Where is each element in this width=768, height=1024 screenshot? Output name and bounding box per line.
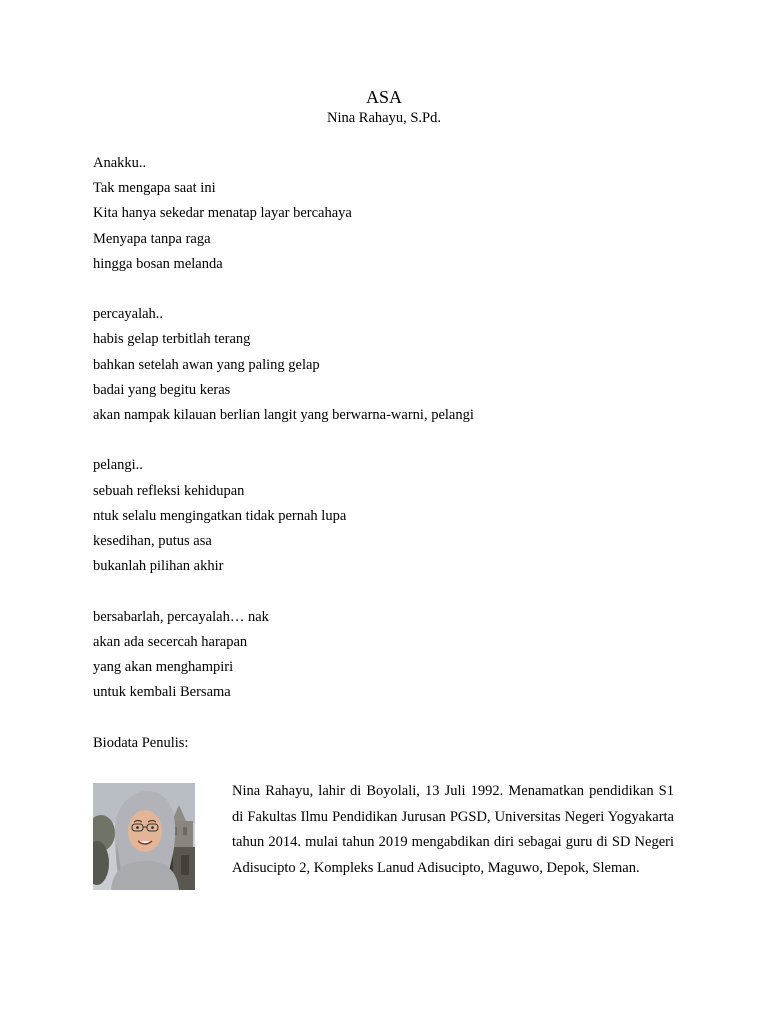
poem-stanza [93,453,693,579]
poem-stanza [93,605,693,706]
biodata-heading: Biodata Penulis: [93,735,189,751]
poem-line: habis gelap terbitlah terang [93,331,251,348]
poem-line: akan ada secercah harapan [93,633,248,650]
poem-line: pelangi.. [93,457,143,474]
poem-line: ntuk selalu mengingatkan tidak pernah lupa [93,507,347,524]
poem-stanza [93,302,693,428]
poem-line: kesedihan, putus asa [93,533,212,550]
poem-line: badai yang begitu keras [93,381,231,398]
poem-line: Tak mengapa saat ini [93,180,216,197]
poem-line: sebuah refleksi kehidupan [93,482,245,499]
author-photo [93,783,195,890]
poem-line: Menyapa tanpa raga [93,230,211,247]
poem-line: bersabarlah, percayalah… nak [93,608,269,625]
poem-title: ASA [365,87,402,107]
poem-line: akan nampak kilauan berlian langit yang berwarna-warni, pelangi [93,407,474,424]
poem-line: hingga bosan melanda [93,255,223,272]
poem-line: percayalah.. [93,306,164,323]
poem-author: Nina Rahayu, S.Pd. [327,110,441,126]
poem-line: yang akan menghampiri [93,659,234,676]
poem-line: bukanlah pilihan akhir [93,558,224,575]
poem-stanza [93,151,693,277]
poem-line: bahkan setelah awan yang paling gelap [93,356,320,373]
poem-body [93,151,693,731]
biodata-text: Nina Rahayu, lahir di Boyolali, 13 Juli 1992. Menamatkan pendidikan S1 di Fakultas Ilmu Pendidikan Jurusan PGSD, Universitas Negeri Yogyakarta tahun 2014. mulai tahun 2019 mengabdikan diri sebagai guru di SD Negeri Adisucipto 2, Kompleks Lanud Adisucipto, Maguwo, Depok, Sleman. [232,783,674,876]
poem-line: Anakku.. [93,155,147,171]
poem-line: untuk kembali Bersama [93,684,231,701]
poem-line: Kita hanya sekedar menatap layar bercahaya [93,205,352,222]
